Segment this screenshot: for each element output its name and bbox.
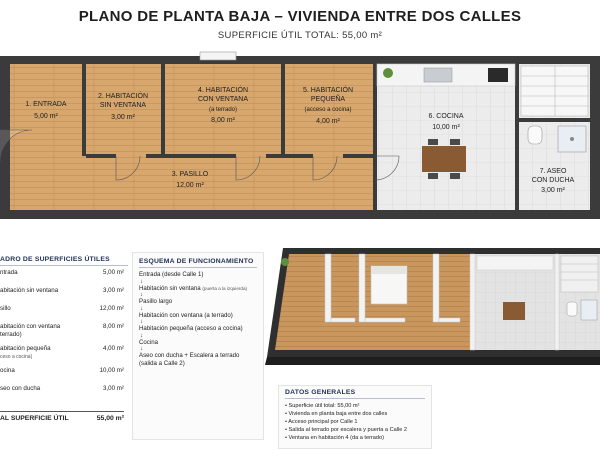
area-total-label: AL SUPERFICIE ÚTIL bbox=[0, 415, 69, 422]
function-panel bbox=[132, 252, 264, 440]
arrow-down-icon: ↓ bbox=[140, 305, 143, 312]
room-label: CON VENTANA bbox=[197, 96, 249, 103]
room-note: (acceso a cocina) bbox=[304, 107, 352, 113]
area-row-label-line: abitación pequeña bbox=[0, 345, 51, 352]
window-top bbox=[200, 52, 236, 60]
area-row-value: 4,00 m² bbox=[103, 345, 124, 352]
arrow-down-icon: ↓ bbox=[140, 332, 143, 339]
arrow-down-icon: ↓ bbox=[140, 346, 143, 352]
area-row-label-line: ceso a cocina) bbox=[0, 354, 33, 360]
room-area: 4,00 m² bbox=[316, 118, 340, 125]
plan-subtitle: SUPERFICIE ÚTIL TOTAL: 55,00 m² bbox=[217, 30, 383, 41]
flow-step: Habitación con ventana (a terrado) bbox=[139, 311, 233, 319]
area-row-value: 12,00 m² bbox=[99, 305, 124, 312]
areas-panel bbox=[0, 252, 134, 432]
wall-1-2 bbox=[82, 64, 86, 156]
iso-toilet-icon bbox=[567, 302, 577, 316]
function-panel-title: ESQUEMA DE FUNCIONAMIENTO bbox=[139, 258, 257, 268]
room-label: 5. HABITACIÓN bbox=[302, 87, 354, 94]
area-row bbox=[0, 385, 128, 403]
iso-wall bbox=[331, 318, 355, 322]
arrow-down-icon: ↓ bbox=[140, 292, 143, 298]
area-row bbox=[0, 323, 128, 345]
general-data-panel bbox=[278, 385, 432, 449]
iso-wall bbox=[359, 254, 365, 322]
room-label: PEQUEÑA bbox=[310, 96, 346, 103]
iso-kitchen-counter bbox=[477, 256, 553, 270]
area-row-label: seo con ducha bbox=[0, 385, 41, 392]
list-item: • Ventana en habitación 4 (da a terrado) bbox=[285, 435, 384, 441]
area-row-label-line: terrado) bbox=[0, 331, 22, 338]
floor-plan bbox=[0, 50, 600, 225]
room-area: 12,00 m² bbox=[176, 182, 204, 189]
room-area: 8,00 m² bbox=[211, 117, 235, 124]
room-area: 5,00 m² bbox=[34, 113, 58, 120]
kitchen-table bbox=[422, 146, 466, 172]
room-label: 4. HABITACIÓN bbox=[197, 87, 249, 94]
area-row bbox=[0, 305, 128, 323]
areas-panel-title: ADRO DE SUPERFICIES ÚTILES bbox=[0, 256, 128, 266]
room-note: (a terrado) bbox=[208, 107, 238, 113]
chair-icon bbox=[428, 139, 438, 145]
area-row-label: sillo bbox=[0, 305, 11, 312]
stairs bbox=[521, 66, 588, 116]
area-row bbox=[0, 367, 128, 385]
area-row-value: 10,00 m² bbox=[99, 367, 124, 374]
room-label: 3. PASILLO bbox=[171, 171, 209, 178]
area-row-value: 8,00 m² bbox=[103, 323, 124, 330]
list-item: • Acceso principal por Calle 1 bbox=[285, 419, 358, 425]
iso-wall bbox=[433, 254, 439, 322]
room-area: 10,00 m² bbox=[432, 124, 460, 131]
plant-icon bbox=[383, 68, 393, 78]
plan-title: PLANO DE PLANTA BAJA – VIVIENDA ENTRE DOS CALLES bbox=[78, 8, 522, 25]
iso-wall bbox=[470, 254, 475, 350]
flow-step bbox=[139, 285, 257, 293]
area-row-label: ocina bbox=[0, 367, 15, 374]
pasillo-wall-d bbox=[343, 154, 373, 158]
flow-step: Aseo con ducha + Escalera a terrado bbox=[139, 352, 240, 359]
flow-step-text: Habitación sin ventana bbox=[139, 284, 201, 292]
room-label: 2. HABITACIÓN bbox=[97, 93, 149, 100]
pasillo-wall-b bbox=[146, 154, 236, 158]
bed-pillow-icon bbox=[371, 266, 407, 274]
general-data-list bbox=[285, 402, 425, 442]
wall-5-6 bbox=[373, 64, 377, 210]
iso-wall bbox=[439, 318, 460, 322]
iso-wall bbox=[555, 254, 559, 350]
list-item: • Salida al terrado por escalera y puerta a Calle 2 bbox=[285, 427, 407, 433]
wall-4-5 bbox=[281, 64, 285, 156]
area-row-label-line: abitación con ventana bbox=[0, 323, 61, 330]
iso-table bbox=[503, 302, 525, 320]
room-label: 7. ASEO bbox=[539, 168, 567, 175]
area-row-label: ntrada bbox=[0, 269, 18, 276]
pasillo-wall-c bbox=[266, 154, 313, 158]
area-row-value: 5,00 m² bbox=[103, 269, 124, 276]
list-item: • Vivienda en planta baja entre dos calles bbox=[285, 411, 388, 417]
chair-icon bbox=[428, 173, 438, 179]
flow-step: Pasillo largo bbox=[139, 298, 173, 305]
iso-wall bbox=[325, 254, 331, 322]
iso-wall bbox=[365, 318, 405, 322]
toilet-icon bbox=[528, 126, 542, 144]
iso-stairs bbox=[561, 256, 598, 292]
area-total-value: 55,00 m² bbox=[96, 415, 124, 422]
list-item: • Superficie útil total: 55,00 m² bbox=[285, 403, 360, 409]
room-area: 3,00 m² bbox=[541, 187, 565, 194]
room-label: SIN VENTANA bbox=[99, 102, 147, 109]
room-label: 6. COCINA bbox=[428, 113, 464, 120]
room-area: 3,00 m² bbox=[111, 114, 135, 121]
arrow-down-icon: ↓ bbox=[140, 278, 143, 285]
area-row-label: abitación sin ventana bbox=[0, 287, 59, 294]
area-row bbox=[0, 287, 128, 305]
flow-step: Habitación pequeña (acceso a cocina) bbox=[139, 325, 243, 332]
room-label: 1. ENTRADA bbox=[25, 101, 67, 108]
chair-icon bbox=[450, 173, 460, 179]
area-row-label bbox=[0, 345, 86, 361]
plant-icon bbox=[281, 258, 289, 266]
wall-2-4 bbox=[161, 64, 165, 156]
arrow-down-icon: ↓ bbox=[140, 319, 143, 325]
general-data-title: DATOS GENERALES bbox=[285, 389, 425, 399]
chair-icon bbox=[450, 139, 460, 145]
flow-step-note: (salida a Calle 2) bbox=[139, 359, 185, 367]
pasillo-wall-a bbox=[86, 154, 116, 158]
area-row-label bbox=[0, 323, 86, 339]
flow-step: Entrada (desde Calle 1) bbox=[139, 271, 204, 278]
area-row bbox=[0, 269, 128, 287]
wall-stairs bbox=[519, 118, 590, 122]
iso-slab-edge bbox=[265, 357, 600, 365]
iso-shower-icon bbox=[581, 300, 597, 320]
room-label: CON DUCHA bbox=[531, 177, 575, 184]
area-row-value: 3,00 m² bbox=[103, 287, 124, 294]
cooktop-icon bbox=[488, 68, 508, 82]
isometric-view bbox=[255, 242, 600, 377]
area-row bbox=[0, 345, 128, 367]
area-total-row bbox=[0, 411, 124, 422]
sink-icon bbox=[424, 68, 452, 82]
wall-6-7 bbox=[515, 64, 519, 210]
flow-step-note: (puerta a la izquierda) bbox=[202, 285, 248, 291]
flow-step: Cocina bbox=[139, 338, 158, 346]
area-row-value: 3,00 m² bbox=[103, 385, 124, 392]
